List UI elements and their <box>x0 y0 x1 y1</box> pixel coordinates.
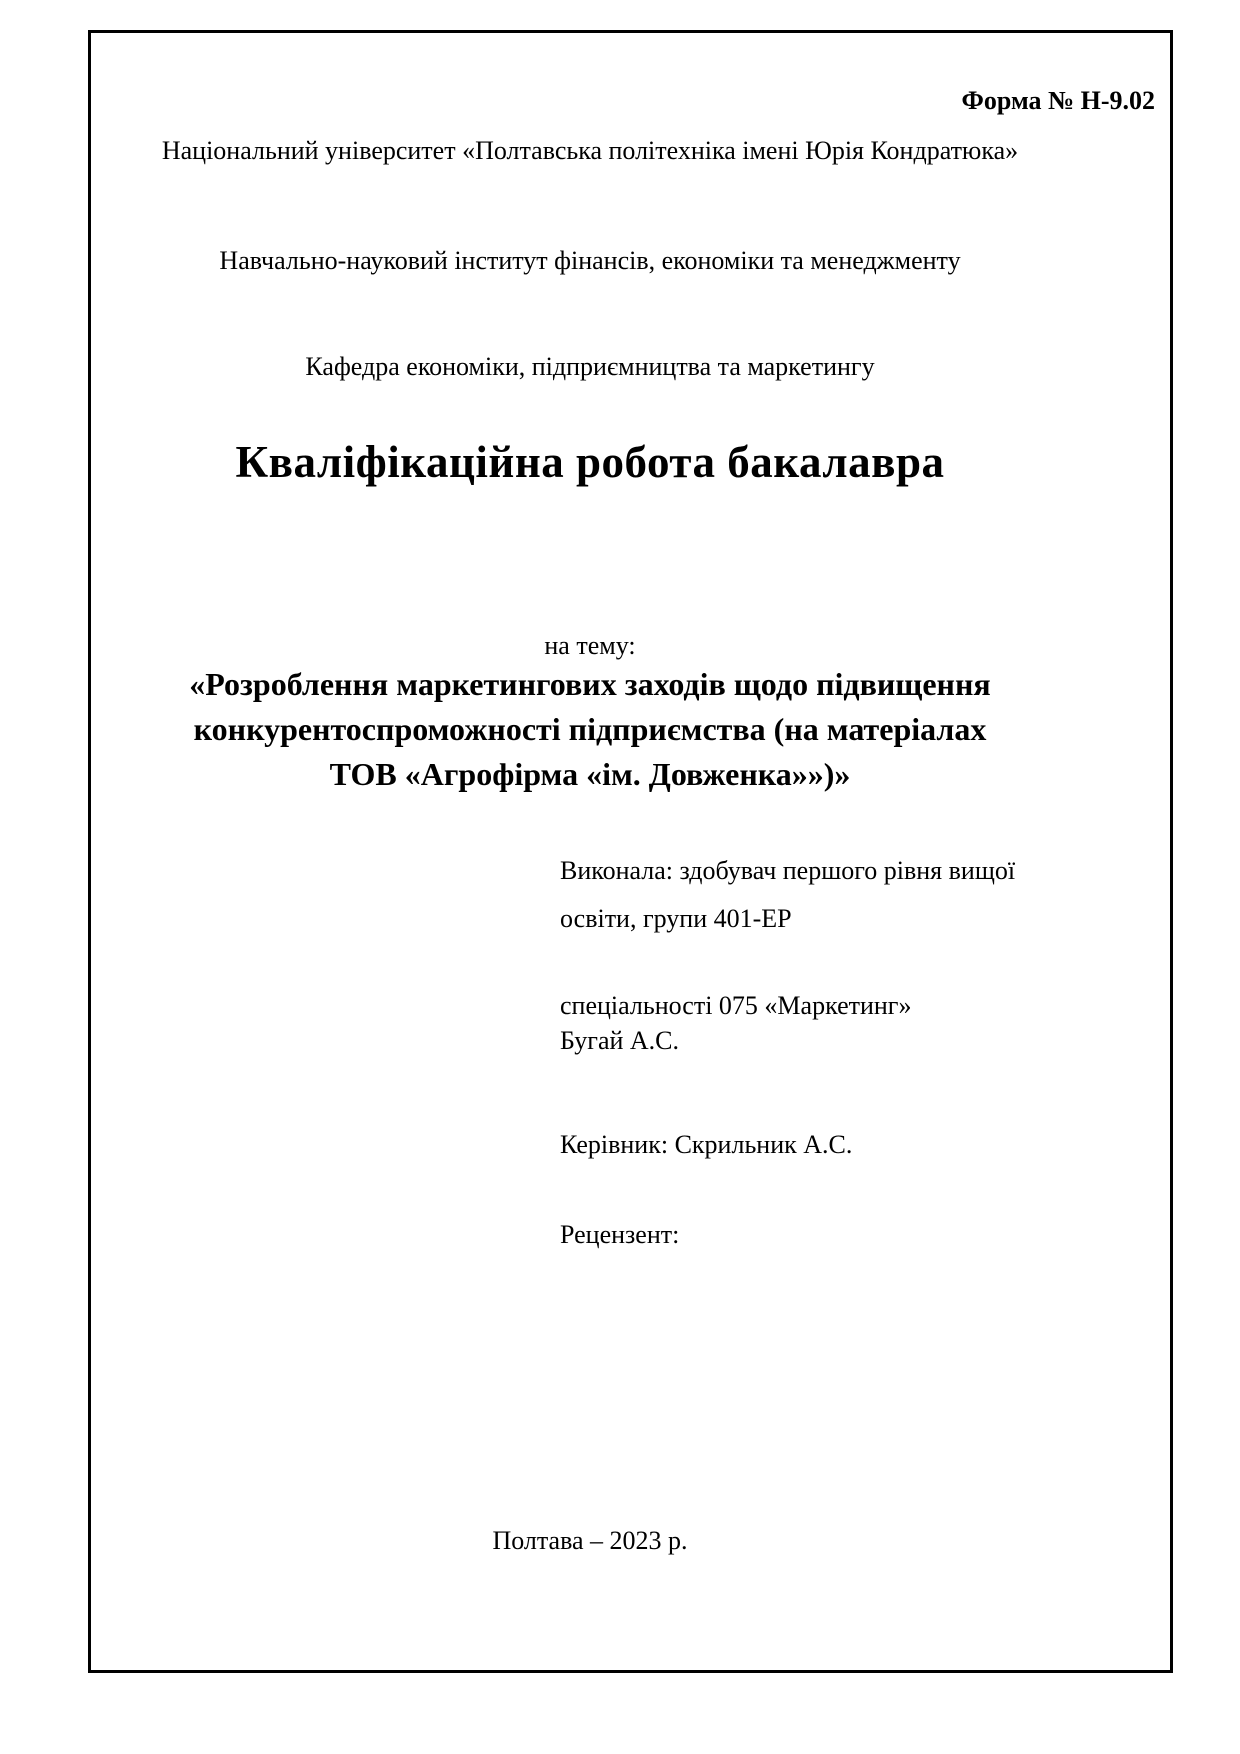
department-name: Кафедра економіки, підприємництва та маркетингу <box>305 352 875 381</box>
topic-label: на тему: <box>544 631 636 660</box>
supervisor-line: Керівник: Скрильник А.С. <box>560 1130 853 1159</box>
topic-title-line-3: ТОВ «Агрофірма «ім. Довженка»»)» <box>329 756 851 792</box>
performer-line-1: Виконала: здобувач першого рівня вищої <box>560 856 1016 885</box>
work-type-title: Кваліфікаційна робота бакалавра <box>235 437 945 487</box>
city-year-footer: Полтава – 2023 р. <box>492 1526 688 1555</box>
performer-name: Бугай А.С. <box>560 1026 680 1055</box>
performer-line-2: освіти, групи 401-ЕР <box>560 904 792 933</box>
university-name: Національний університет «Полтавська політехніка імені Юрія Кондратюка» <box>161 136 1019 165</box>
form-number: Форма № Н-9.02 <box>961 86 1155 115</box>
page-border-frame <box>88 30 1173 1673</box>
institute-name: Навчально-науковий інститут фінансів, економіки та менеджменту <box>219 246 961 275</box>
topic-title <box>115 662 1065 797</box>
specialty-line: спеціальності 075 «Маркетинг» <box>560 991 912 1020</box>
reviewer-label: Рецензент: <box>560 1220 680 1249</box>
topic-title-line-2: конкурентоспроможності підприємства (на матеріалах <box>193 711 987 747</box>
topic-title-line-1: «Розроблення маркетингових заходів щодо підвищення <box>189 666 991 702</box>
